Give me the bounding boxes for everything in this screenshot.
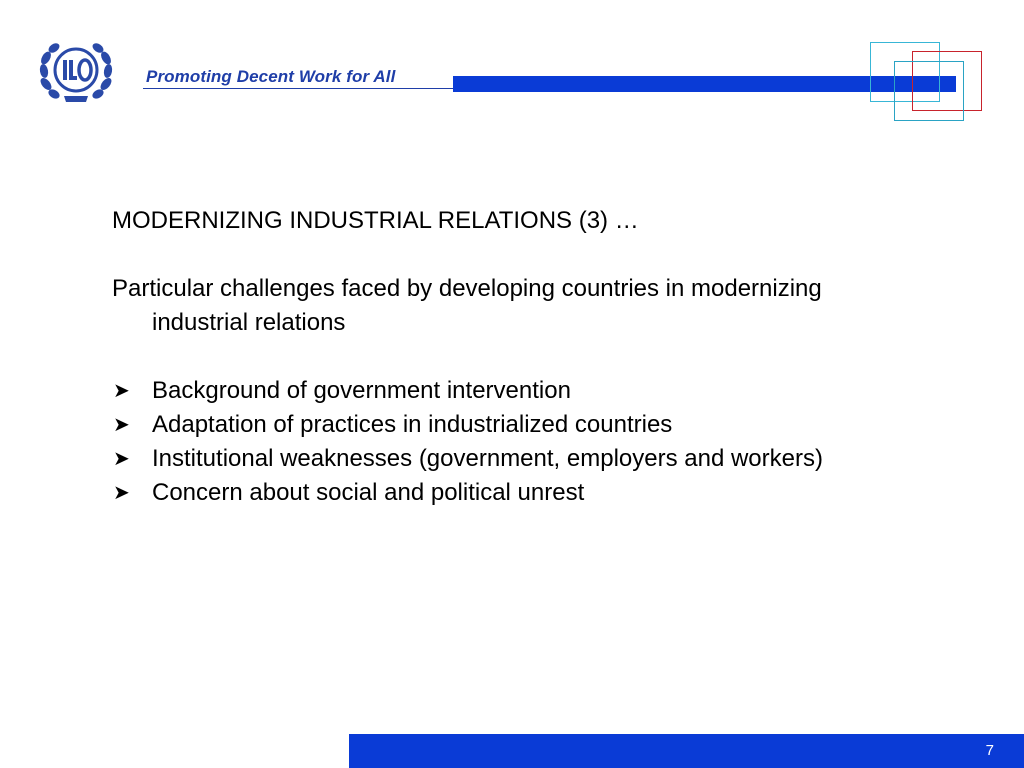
arrow-bullet-icon: ➤ (113, 448, 130, 470)
slide-heading: MODERNIZING INDUSTRIAL RELATIONS (3) … (112, 207, 639, 234)
bullet-text: Institutional weaknesses (government, employers and workers) (152, 445, 823, 472)
arrow-bullet-icon: ➤ (113, 380, 130, 402)
bullet-text: Background of government intervention (152, 377, 571, 404)
page-number: 7 (985, 742, 994, 759)
list-item (112, 476, 872, 510)
decor-square-teal (894, 61, 964, 121)
footer-bar (349, 734, 1024, 768)
header-underline (143, 88, 453, 89)
arrow-bullet-icon: ➤ (113, 414, 130, 436)
arrow-bullet-icon: ➤ (113, 482, 130, 504)
header-tagline: Promoting Decent Work for All (146, 67, 396, 86)
bullet-list (112, 374, 872, 510)
ilo-logo (34, 38, 118, 104)
slide-intro: Particular challenges faced by developing countries in modernizing industrial relations (112, 275, 822, 336)
slide-body (112, 204, 872, 510)
bullet-text: Concern about social and political unrest (152, 479, 585, 506)
list-item (112, 408, 872, 442)
list-item (112, 374, 872, 408)
list-item (112, 442, 872, 476)
bullet-text: Adaptation of practices in industrialized countries (152, 411, 673, 438)
